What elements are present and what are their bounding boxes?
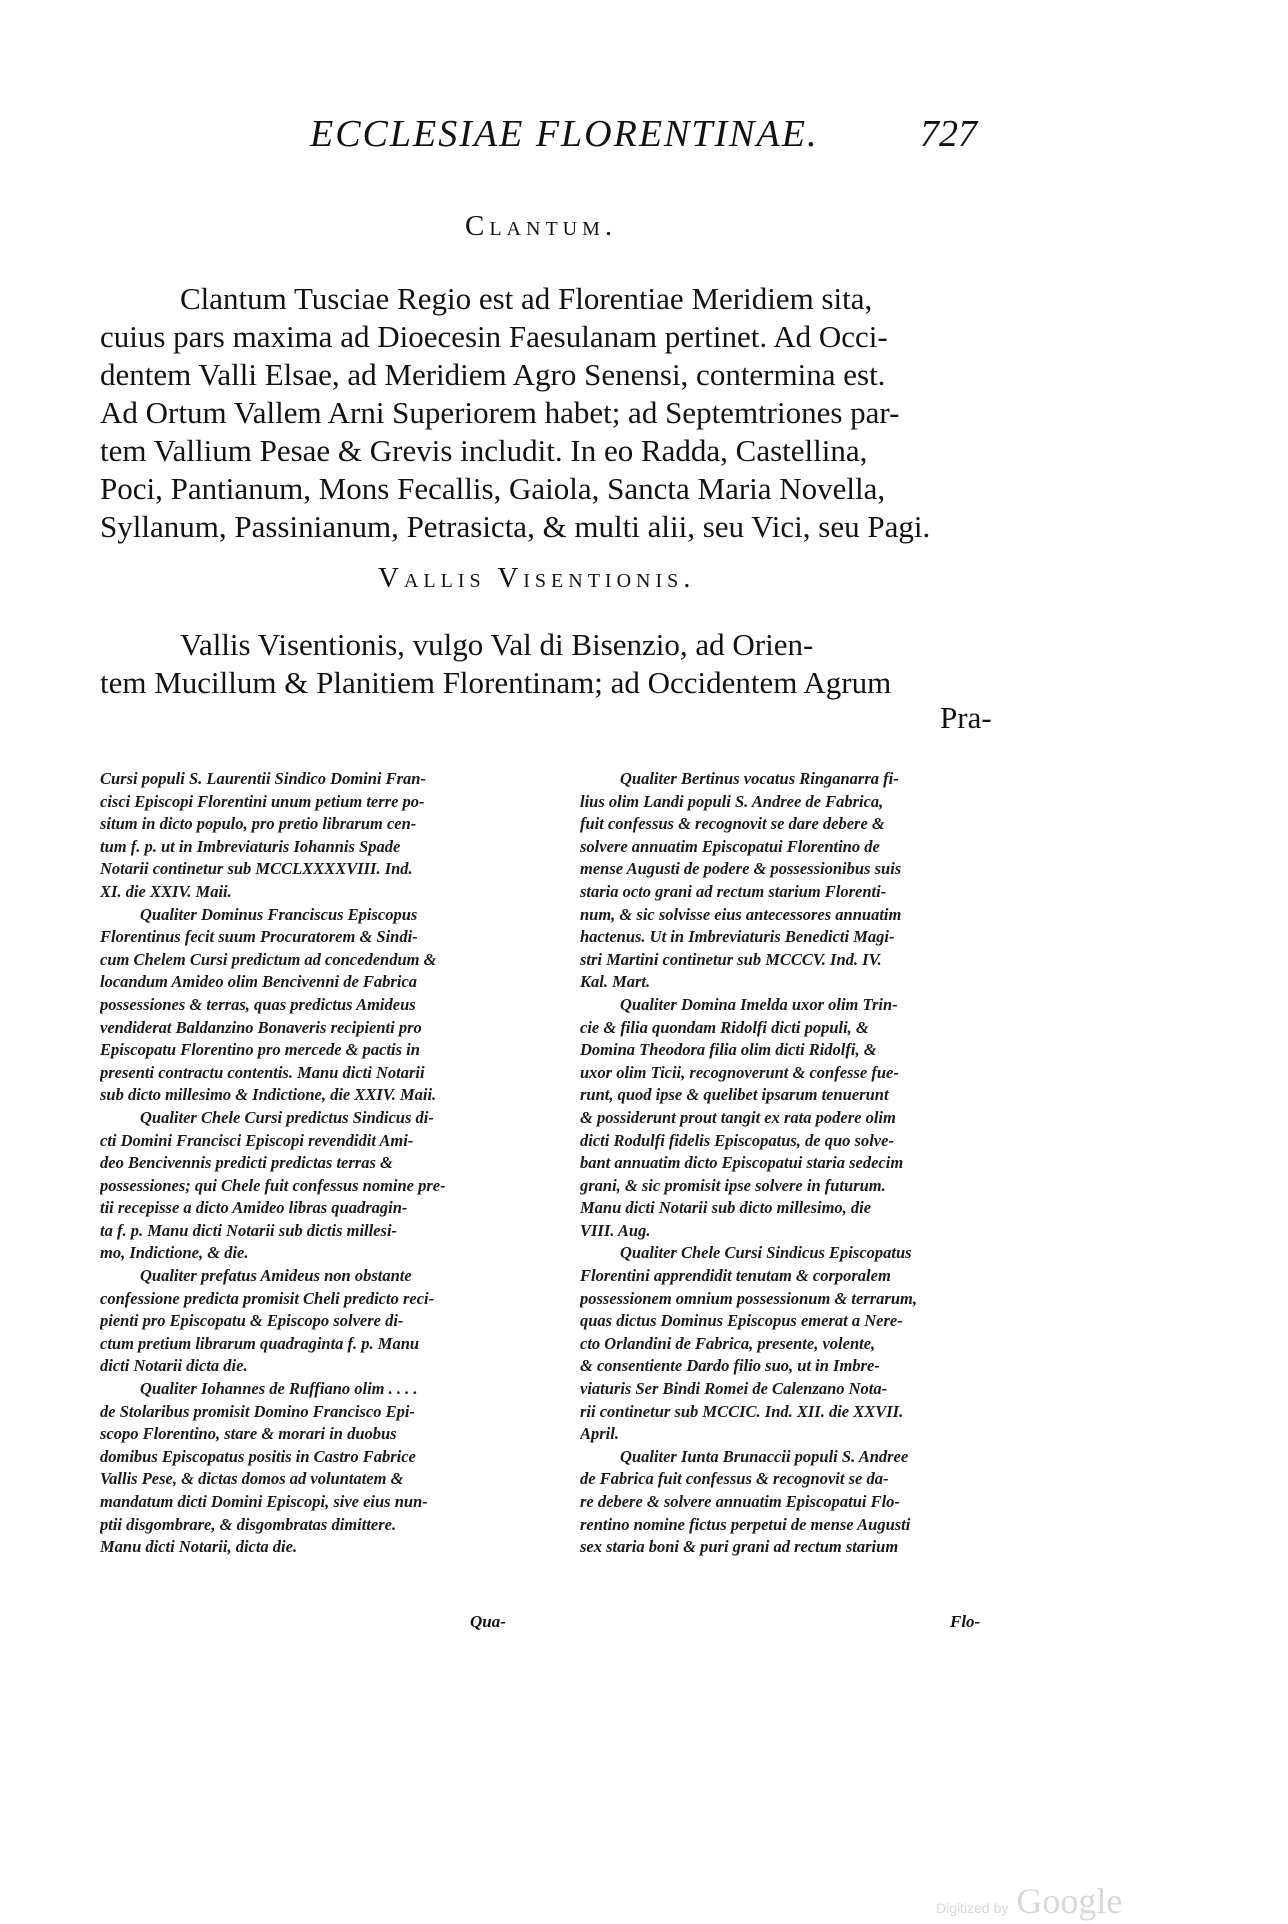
note-line: mense Augusti de podere & possessionibus suis — [580, 859, 902, 879]
note-line: cti Domini Francisci Episcopi revendidit Ami- — [100, 1130, 414, 1150]
note-line: de Fabrica fuit confessus & recognovit se da- — [580, 1469, 889, 1489]
digitization-watermark — [936, 1880, 1122, 1922]
note-line: VIII. Aug. — [580, 1220, 651, 1240]
note-line: rentino nomine fictus perpetui de mense Augusti — [580, 1514, 911, 1534]
paragraph-line: tem Mucillum & Planitiem Florentinam; ad Occidentem Agrum — [100, 665, 892, 700]
note-line: confessione predicta promisit Cheli predicto reci- — [100, 1288, 435, 1308]
note-line: Cursi populi S. Laurentii Sindico Domini Fran- — [100, 769, 426, 788]
note-line: sex staria boni & puri grani ad rectum starium — [580, 1537, 899, 1557]
paragraph-vallis-visentionis — [100, 626, 1020, 702]
note-line: XI. die XXIV. Maii. — [100, 881, 232, 901]
notes-right-column — [580, 768, 1010, 1559]
note-line: de Stolaribus promisit Domino Francisco Epi- — [100, 1401, 415, 1421]
note-line: rii continetur sub MCCIC. Ind. XII. die XXVII. — [580, 1401, 904, 1421]
note-line: Manu dicti Notarii, dicta die. — [100, 1537, 298, 1557]
note-line: April. — [580, 1424, 619, 1444]
note-line: Florentinus fecit suum Procuratorem & Sindi- — [100, 927, 418, 947]
paragraph-line: tem Vallium Pesae & Grevis includit. In eo Radda, Castellina, — [100, 433, 868, 468]
note-line: mo, Indictione, & die. — [100, 1243, 249, 1263]
note-line: locandum Amideo olim Bencivenni de Fabrica — [100, 972, 418, 992]
note-line: cum Chelem Cursi predictum ad concedendum & — [100, 949, 437, 969]
note-line: tum f. p. ut in Imbreviaturis Iohannis Spade — [100, 836, 401, 856]
note-line: Manu dicti Notarii sub dicto millesimo, die — [580, 1198, 872, 1218]
note-line: possessiones & terras, quas predictus Amideus — [100, 994, 416, 1014]
catchword-main: Pra- — [940, 700, 992, 735]
paragraph-line: dentem Valli Elsae, ad Meridiem Agro Senensi, contermina est. — [100, 357, 886, 392]
note-line: lius olim Landi populi S. Andree de Fabrica, — [580, 791, 884, 811]
note-line: mandatum dicti Domini Episcopi, sive eius nun- — [100, 1492, 428, 1511]
note-line: re debere & solvere annuatim Episcopatui Flo- — [580, 1492, 900, 1511]
note-line: grani, & sic promisit ipse solvere in futurum. — [580, 1175, 886, 1195]
note-line: quas dictus Dominus Episcopus emerat a Nere- — [580, 1311, 903, 1331]
catchword-right-column: Flo- — [950, 1612, 981, 1631]
note-line: Qualiter Dominus Franciscus Episcopus — [140, 904, 418, 924]
note-line: num, & sic solvisse eius antecessores annuatim — [580, 904, 902, 924]
note-line: Florentini apprendidit tenutam & corporalem — [580, 1266, 891, 1286]
note-line: Qualiter Chele Cursi Sindicus Episcopatus — [620, 1243, 912, 1263]
note-line: cisci Episcopi Florentini unum petium terre po- — [100, 791, 425, 811]
paragraph-line: Ad Ortum Vallem Arni Superiorem habet; ad Septemtriones par- — [100, 395, 900, 430]
paragraph-clantum — [100, 280, 1020, 546]
paragraph-line: cuius pars maxima ad Dioecesin Faesulanam pertinet. Ad Occi- — [100, 319, 888, 354]
page-number: 727 — [920, 113, 977, 155]
note-line: vendiderat Baldanzino Bonaveris recipienti pro — [100, 1017, 422, 1037]
section-heading-vallis-visentionis: Vallis Visentionis. — [378, 562, 696, 594]
paragraph-line: Syllanum, Passinianum, Petrasicta, & multi alii, seu Vici, seu Pagi. — [100, 509, 931, 544]
note-line: staria octo grani ad rectum starium Florenti- — [580, 881, 887, 901]
note-line: possessionem omnium possessionum & terrarum, — [580, 1288, 917, 1308]
note-line: Qualiter Iunta Brunaccii populi S. Andree — [620, 1446, 909, 1466]
note-line: ta f. p. Manu dicti Notarii sub dictis millesi- — [100, 1220, 398, 1240]
note-line: situm in dicto populo, pro pretio librarum cen- — [100, 814, 417, 834]
note-line: cie & filia quondam Ridolfi dicti populi, & — [580, 1017, 869, 1037]
note-line: hactenus. Ut in Imbreviaturis Benedicti Magi- — [580, 927, 895, 947]
note-line: fuit confessus & recognovit se dare debere & — [580, 814, 885, 834]
note-line: ctum pretium librarum quadraginta f. p. Manu — [100, 1333, 420, 1353]
note-line: Qualiter Iohannes de Ruffiano olim . . . . — [140, 1379, 418, 1399]
note-line: uxor olim Ticii, recognoverunt & confesse fue- — [580, 1062, 899, 1082]
paragraph-line: Clantum Tusciae Regio est ad Florentiae Meridiem sita, — [180, 281, 873, 316]
note-line: & consentiente Dardo filio suo, ut in Imbre- — [580, 1356, 880, 1376]
note-line: Qualiter Chele Cursi predictus Sindicus di- — [140, 1107, 434, 1127]
note-line: possessiones; qui Chele fuit confessus nomine pre- — [100, 1175, 446, 1195]
note-line: Domina Theodora filia olim dicti Ridolfi, & — [580, 1040, 877, 1060]
note-line: bant annuatim dicto Episcopatui staria sedecim — [580, 1153, 904, 1173]
note-line: Qualiter prefatus Amideus non obstante — [140, 1266, 412, 1286]
note-line: dicti Notarii dicta die. — [100, 1356, 248, 1376]
notes-left-column — [100, 768, 530, 1559]
note-line: domibus Episcopatus positis in Castro Fabrice — [100, 1446, 416, 1466]
note-line: Episcopatu Florentino pro mercede & pactis in — [100, 1040, 420, 1060]
note-line: Vallis Pese, & dictas domos ad voluntatem & — [100, 1469, 404, 1489]
watermark-prefix: Digitized by — [936, 1900, 1009, 1916]
note-line: dicti Rodulfi fidelis Episcopatus, de quo solve- — [580, 1130, 894, 1150]
note-line: presenti contractu contentis. Manu dicti Notarii — [100, 1062, 425, 1082]
note-line: Kal. Mart. — [580, 972, 651, 992]
note-line: deo Bencivennis predicti predictas terras & — [100, 1153, 393, 1173]
note-line: Notarii continetur sub MCCLXXXXVIII. Ind. — [100, 859, 413, 879]
note-line: runt, quod ipse & quelibet ipsarum tenuerunt — [580, 1085, 889, 1105]
paragraph-line: Poci, Pantianum, Mons Fecallis, Gaiola, Sancta Maria Novella, — [100, 471, 886, 506]
running-title: ECCLESIAE FLORENTINAE. — [310, 113, 819, 155]
catchword-left-column: Qua- — [470, 1612, 506, 1631]
note-line: & possiderunt prout tangit ex rata podere olim — [580, 1107, 896, 1127]
note-line: viaturis Ser Bindi Romei de Calenzano Nota- — [580, 1379, 888, 1399]
note-line: stri Martini continetur sub MCCCV. Ind. IV. — [580, 949, 882, 969]
note-line: scopo Florentino, stare & morari in duobus — [100, 1424, 397, 1444]
note-line: solvere annuatim Episcopatui Florentino de — [580, 836, 880, 856]
note-line: Qualiter Domina Imelda uxor olim Trin- — [620, 994, 898, 1014]
section-heading-clantum: Clantum. — [465, 210, 618, 242]
note-line: sub dicto millesimo & Indictione, die XXIV. Maii. — [100, 1085, 437, 1105]
note-line: ptii disgombrare, & disgombratas dimittere. — [100, 1514, 397, 1534]
note-line: cto Orlandini de Fabrica, presente, volente, — [580, 1333, 876, 1353]
watermark-brand: Google — [1016, 1881, 1123, 1921]
note-line: tii recepisse a dicto Amideo libras quadragin- — [100, 1198, 408, 1218]
note-line: pienti pro Episcopatu & Episcopo solvere di- — [100, 1311, 404, 1331]
paragraph-line: Vallis Visentionis, vulgo Val di Bisenzio, ad Orien- — [180, 627, 814, 662]
note-line: Qualiter Bertinus vocatus Ringanarra fi- — [620, 769, 899, 788]
